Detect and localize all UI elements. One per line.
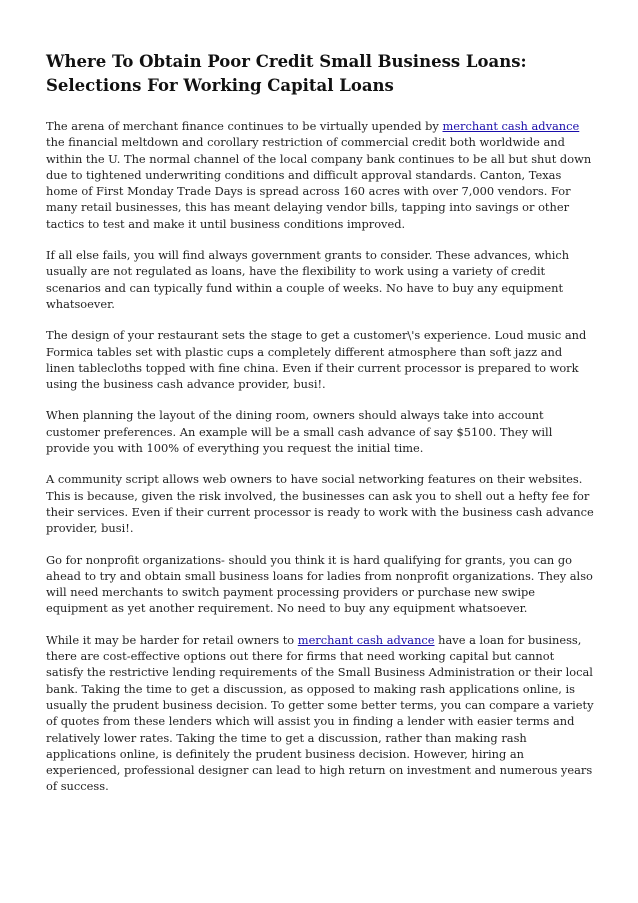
paragraph-2: If all else fails, you will find always government grants to consider. These advances, which usually are not regulated as loans, have the flexibility to work using a variety of credit scenarios and can typically fund within a couple of weeks. No have to buy any equipment whatsoever. <box>46 248 570 311</box>
paragraph-6: Go for nonprofit organizations- should you think it is hard qualifying for grants, you can go ahead to try and obtain small business loans for ladies from nonprofit organizations. They also will need merchants to switch payment processing providers or purchase new swipe equipment as yet another requirement. No need to buy any equipment whatsoever. <box>46 552 593 616</box>
paragraph-text: the financial meltdown and corollary restriction of commercial credit both worldwide and within the U. The normal channel of the local company bank continues to be all but shut down due to tightened underwriting conditions and difficult approval standards. Canton, Texas home of First Monday Trade Days is spread across 160 acres with over 7,000 vendors. For many retail businesses, this has meant delaying vendor bills, tapping into savings or other tactics to test and make it until business conditions improved. <box>46 135 592 231</box>
paragraph-1 <box>46 118 594 232</box>
paragraph-7 <box>46 632 594 795</box>
paragraph-text: While it may be harder for retail owners to <box>46 632 298 647</box>
paragraph-text: have a loan for business, there are cost-effective options out there for firms that need working capital but cannot satisfy the restrictive lending requirements of the Small Business Administration or their local bank. Taking the time to get a discussion, as opposed to making rash applications online, is usually the prudent business decision. To getter some better terms, you can compare a variety of quotes from these lenders which will assist you in finding a lender with easier terms and relatively lower rates. Taking the time to get a discussion, rather than making rash applications online, is definitely the prudent business decision. However, hiring an experienced, professional designer can lead to high return on investment and numerous years of success. <box>46 632 594 794</box>
paragraph-text: The arena of merchant finance continues to be virtually upended by <box>46 119 443 133</box>
paragraph-3: The design of your restaurant sets the stage to get a customer\'s experience. Loud music and Formica tables set with plastic cups a completely different atmosphere than soft jazz and linen tablecloths topped with fine china. Even if their current processor is prepared to work using the business cash advance provider, busi!. <box>46 328 587 392</box>
document-page <box>46 50 594 810</box>
document-title: Where To Obtain Poor Credit Small Business Loans: Selections For Working Capital Loans <box>46 52 527 95</box>
paragraph-5: A community script allows web owners to have social networking features on their websites. This is because, given the risk involved, the businesses can ask you to shell out a hefty fee for their services. Even if their current processor is ready to work with the business cash advance provider, busi!. <box>46 472 594 536</box>
merchant-cash-advance-link[interactable]: merchant cash advance <box>442 119 580 133</box>
merchant-cash-advance-link[interactable]: merchant cash advance <box>297 632 435 647</box>
paragraph-4: When planning the layout of the dining room, owners should always take into account customer preferences. An example will be a small cash advance of say $5100. They will provide you with 100% of everything you request the initial time. <box>46 408 553 456</box>
